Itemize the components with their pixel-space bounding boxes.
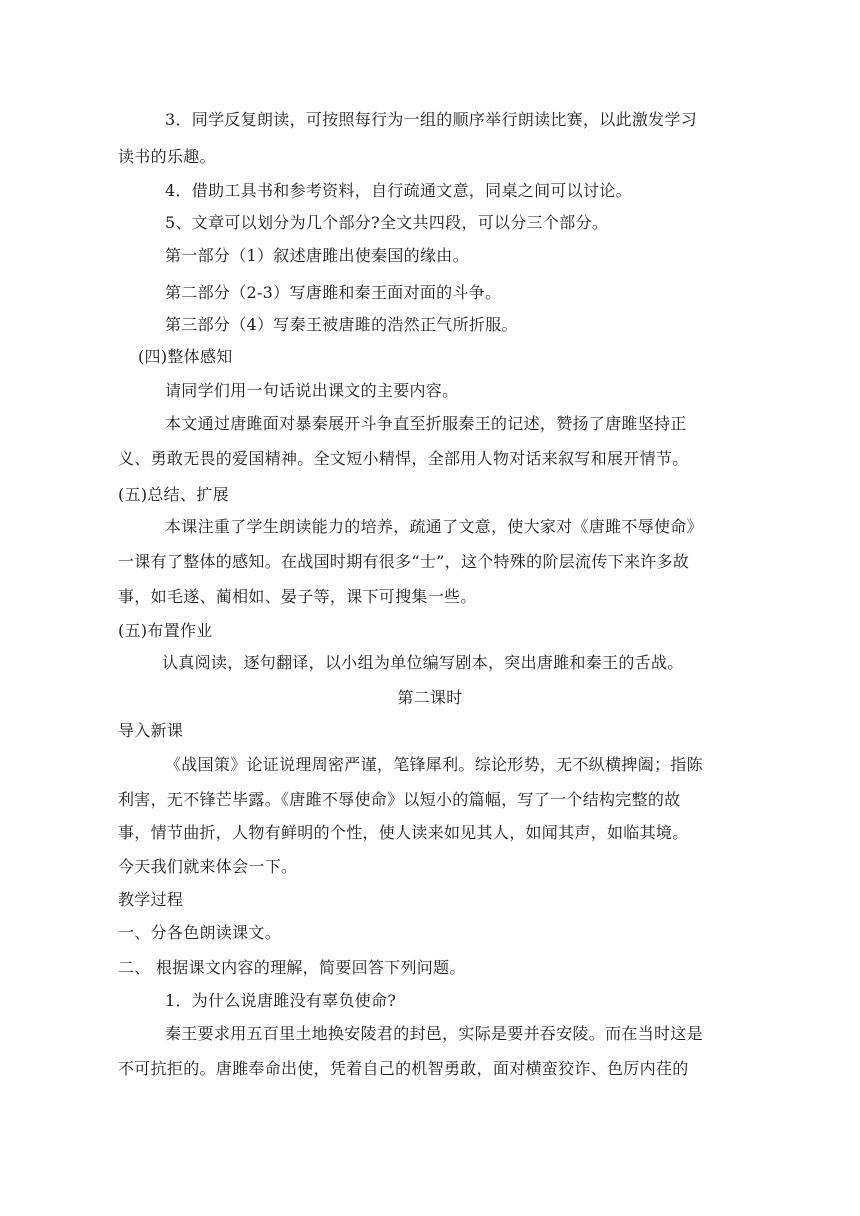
paragraph-line: 今天我们就来体会一下。 bbox=[118, 857, 298, 876]
paragraph-line: 4．借助工具书和参考资料，自行疏通文意，同桌之间可以讨论。 bbox=[165, 181, 632, 200]
paragraph-line: 读书的乐趣。 bbox=[118, 147, 216, 166]
paragraph-line: 本文通过唐雎面对暴秦展开斗争直至折服秦王的记述，赞扬了唐雎坚持正 bbox=[165, 414, 687, 433]
section-heading: 导入新课 bbox=[118, 721, 184, 740]
lesson-title: 第二课时 bbox=[397, 688, 463, 707]
paragraph-line: 一、分各色朗读课文。 bbox=[118, 923, 282, 942]
paragraph-line: 不可抗拒的。唐雎奉命出使，凭着自己的机智勇敢，面对横蛮狡诈、色厉内荏的 bbox=[118, 1059, 689, 1078]
paragraph-line: 3．同学反复朗读，可按照每行为一组的顺序举行朗读比赛，以此激发学习 bbox=[165, 110, 698, 129]
paragraph-line: 二、 根据课文内容的理解，简要回答下列问题。 bbox=[118, 958, 466, 977]
paragraph-line: 第一部分（1）叙述唐雎出使秦国的缘由。 bbox=[165, 246, 469, 265]
paragraph-line: 义、勇敢无畏的爱国精神。全文短小精悍，全部用人物对话来叙写和展开情节。 bbox=[118, 449, 689, 468]
paragraph-line: 利害，无不锋芒毕露。《唐雎不辱使命》以短小的篇幅，写了一个结构完整的故 bbox=[118, 790, 681, 809]
question-line: 1．为什么说唐雎没有辜负使命? bbox=[165, 991, 397, 1010]
paragraph-line: 第二部分（2-3）写唐雎和秦王面对面的斗争。 bbox=[165, 283, 502, 302]
paragraph-line: 事，如毛遂、蔺相如、晏子等，课下可搜集一些。 bbox=[118, 587, 477, 606]
paragraph-line: 《战国策》论证说理周密严谨，笔锋犀利。综论形势，无不纵横捭阖；指陈 bbox=[165, 755, 703, 774]
section-heading: (四)整体感知 bbox=[138, 347, 233, 366]
paragraph-line: 本课注重了学生朗读能力的培养，疏通了文意，使大家对《唐雎不辱使命》 bbox=[165, 517, 703, 536]
section-heading: 教学过程 bbox=[118, 890, 184, 909]
paragraph-line: 第三部分（4）写秦王被唐雎的浩然正气所折服。 bbox=[165, 315, 518, 334]
paragraph-line: 请同学们用一句话说出课文的主要内容。 bbox=[165, 381, 459, 400]
section-heading: (五)总结、扩展 bbox=[118, 485, 229, 504]
paragraph-line: 事，情节曲折，人物有鲜明的个性，使人读来如见其人，如闻其声，如临其境。 bbox=[118, 823, 689, 842]
paragraph-line: 认真阅读，逐句翻译，以小组为单位编写剧本，突出唐雎和秦王的舌战。 bbox=[162, 653, 684, 672]
paragraph-line: 一课有了整体的感知。在战国时期有很多“士”，这个特殊的阶层流传下来许多故 bbox=[118, 552, 690, 571]
paragraph-line: 秦王要求用五百里土地换安陵君的封邑，实际是要并吞安陵。而在当时这是 bbox=[165, 1024, 703, 1043]
section-heading: (五)布置作业 bbox=[118, 621, 213, 640]
paragraph-line: 5、文章可以划分为几个部分?全文共四段，可以分三个部分。 bbox=[165, 213, 609, 232]
